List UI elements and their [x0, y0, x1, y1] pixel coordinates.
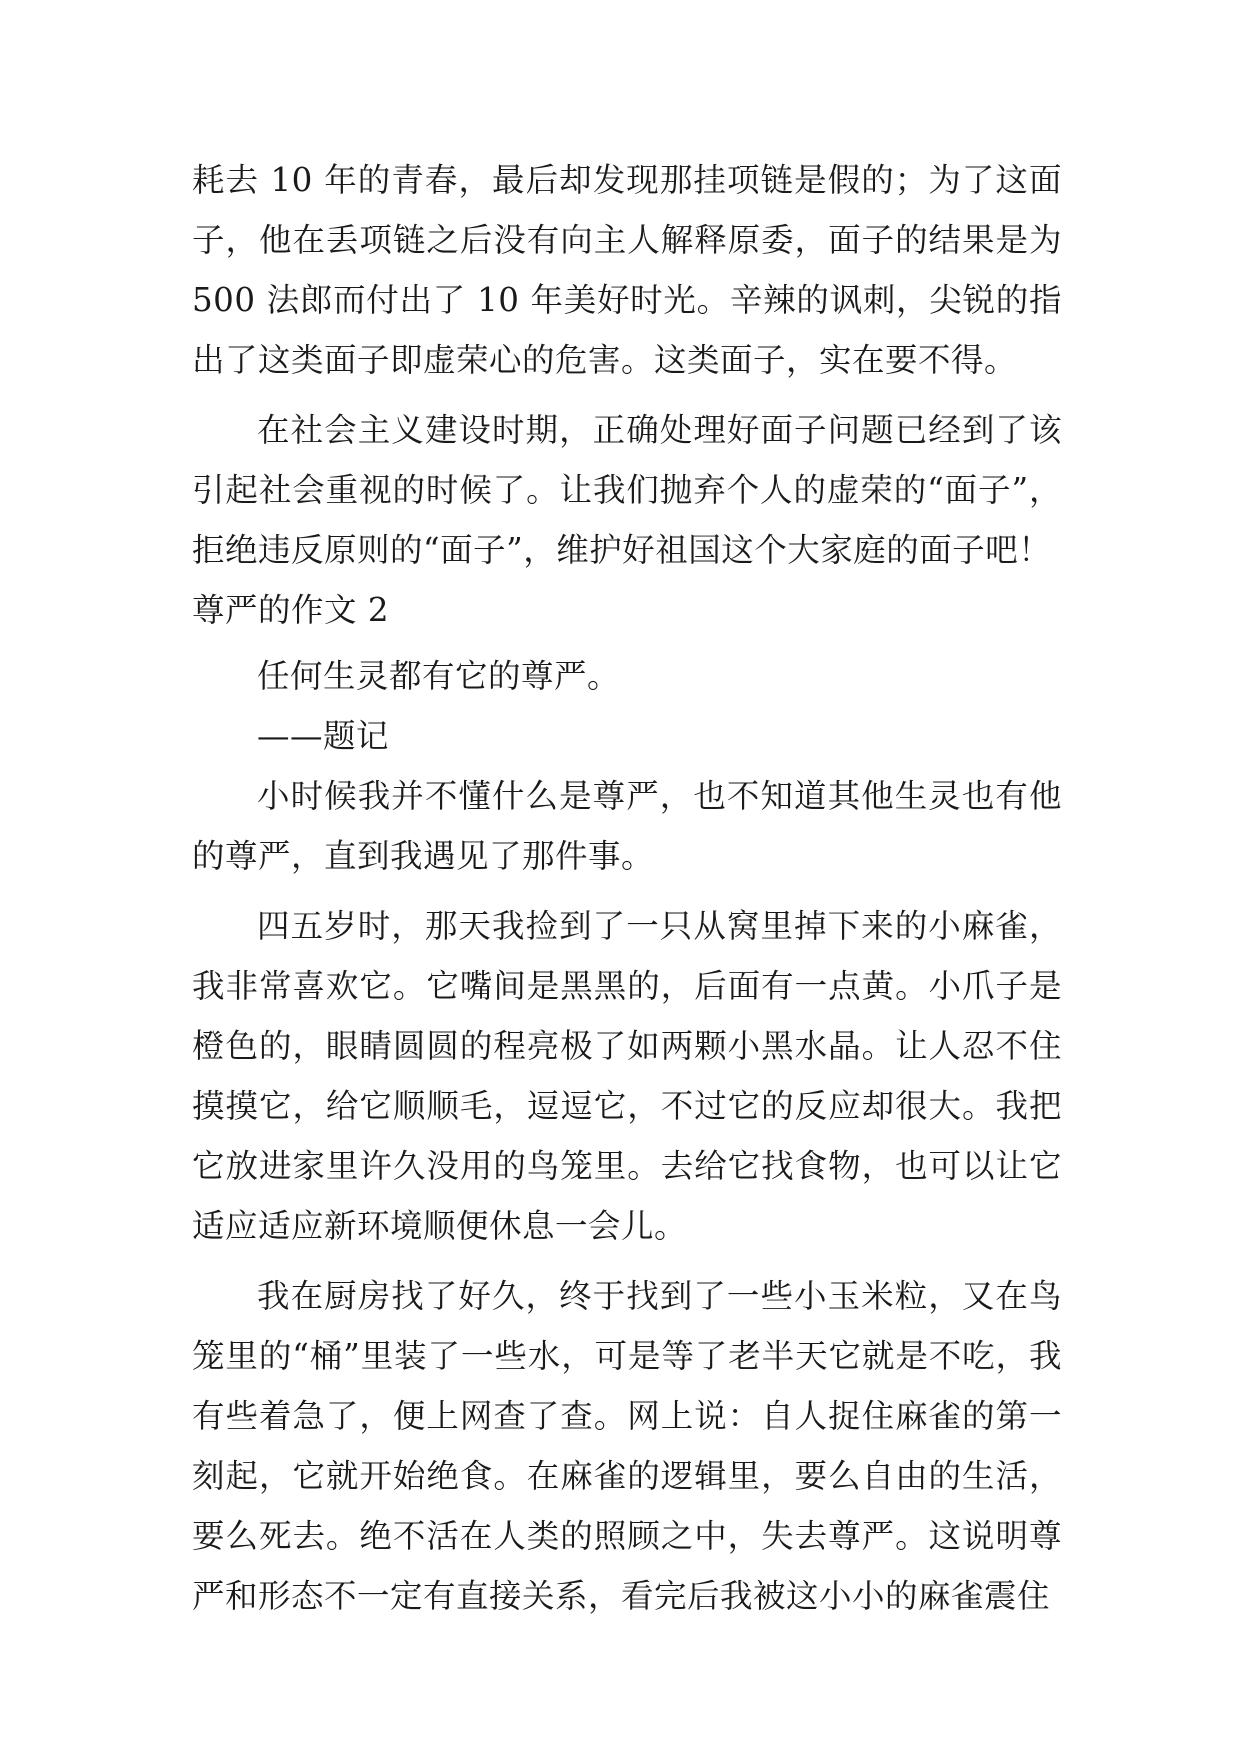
document-body	[192, 150, 1062, 1626]
section-title: 尊严的作文 2	[192, 591, 390, 629]
body-paragraph-2: 四五岁时，那天我捡到了一只从窝里掉下来的小麻雀，我非常喜欢它。它嘴间是黑黑的，后面有一点黄。小爪子是橙色的，眼睛圆圆的程亮极了如两颗小黑水晶。让人忍不住摸摸它，给它顺顺毛，逗逗它，不过它的反应却很大。我把它放进家里许久没用的鸟笼里。去给它找食物，也可以让它适应适应新环境顺便休息一会儿。	[192, 907, 1062, 1245]
paragraph-conclusion: 在社会主义建设时期，正确处理好面子问题已经到了该引起社会重视的时候了。让我们抛弃个人的虚荣的“面子”，拒绝违反原则的“面子”，维护好祖国这个大家庭的面子吧！	[192, 411, 1062, 569]
paragraph-continuation: 耗去 10 年的青春，最后却发现那挂项链是假的；为了这面子，他在丢项链之后没有向主人解释原委，面子的结果是为500 法郎而付出了 10 年美好时光。辛辣的讽刺，尖锐的指出了这类面子即虚荣心的危害。这类面子，实在要不得。	[192, 161, 1062, 379]
epigraph: 任何生灵都有它的尊严。	[257, 657, 621, 695]
epigraph-source: ——题记	[257, 717, 390, 755]
body-paragraph-3: 我在厨房找了好久，终于找到了一些小玉米粒，又在鸟笼里的“桶”里装了一些水，可是等了老半天它就是不吃，我有些着急了，便上网查了查。网上说：自人捉住麻雀的第一刻起，它就开始绝食。在麻雀的逻辑里，要么自由的生活，要么死去。绝不活在人类的照顾之中，失去尊严。这说明尊严和形态不一定有直接关系，看完后我被这小小的麻雀震住	[192, 1277, 1062, 1615]
body-paragraph-1: 小时候我并不懂什么是尊严，也不知道其他生灵也有他的尊严，直到我遇见了那件事。	[192, 777, 1062, 875]
